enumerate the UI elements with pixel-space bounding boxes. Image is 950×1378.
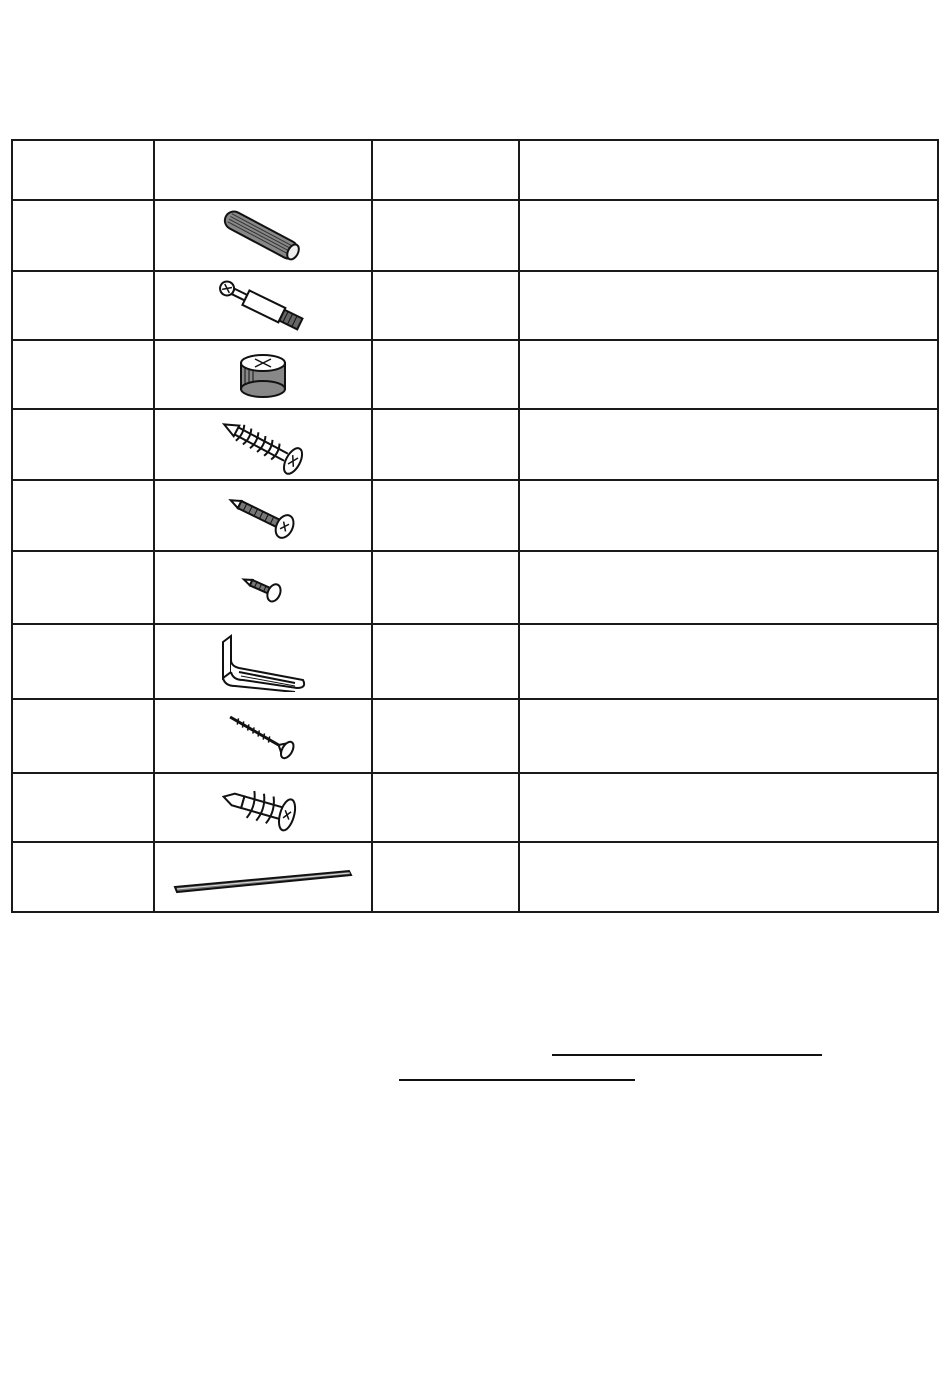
- table-row: [12, 624, 938, 699]
- cam-lock-icon: [233, 345, 293, 405]
- coarse-thread-screw-icon: [213, 412, 313, 478]
- part-cell: [12, 551, 154, 624]
- quantity-cell: [372, 842, 519, 912]
- description-cell: [519, 200, 938, 271]
- l-bracket-icon: [215, 632, 311, 692]
- quantity-cell: [372, 551, 519, 624]
- table-row: [12, 200, 938, 271]
- underline-field-1: [552, 1054, 822, 1056]
- part-cell: [12, 699, 154, 773]
- quantity-cell: [372, 200, 519, 271]
- description-cell: [519, 271, 938, 340]
- description-cell: [519, 480, 938, 551]
- image-cell: [154, 551, 372, 624]
- table-row: [12, 842, 938, 912]
- image-cell: [154, 480, 372, 551]
- description-cell: [519, 773, 938, 842]
- quantity-cell: [372, 409, 519, 480]
- pan-head-screw-icon: [223, 486, 303, 546]
- part-cell: [12, 271, 154, 340]
- part-cell: [12, 480, 154, 551]
- hardware-table: [11, 139, 939, 913]
- header-description: [519, 140, 938, 200]
- drywall-anchor-icon: [218, 780, 308, 836]
- cam-bolt-icon: [213, 276, 313, 336]
- part-cell: [12, 200, 154, 271]
- part-cell: [12, 773, 154, 842]
- description-cell: [519, 409, 938, 480]
- part-cell: [12, 842, 154, 912]
- quantity-cell: [372, 340, 519, 409]
- image-cell: [154, 271, 372, 340]
- description-cell: [519, 699, 938, 773]
- quantity-cell: [372, 480, 519, 551]
- description-cell: [519, 340, 938, 409]
- image-cell: [154, 200, 372, 271]
- shelf-strip-icon: [173, 857, 353, 897]
- description-cell: [519, 842, 938, 912]
- quantity-cell: [372, 624, 519, 699]
- part-cell: [12, 340, 154, 409]
- table-row: [12, 340, 938, 409]
- image-cell: [154, 842, 372, 912]
- description-cell: [519, 624, 938, 699]
- wood-screw-icon: [223, 710, 303, 762]
- image-cell: [154, 340, 372, 409]
- table-row: [12, 551, 938, 624]
- part-cell: [12, 409, 154, 480]
- small-screw-icon: [238, 568, 288, 608]
- header-image: [154, 140, 372, 200]
- table-row: [12, 699, 938, 773]
- dowel-pin-icon: [213, 205, 313, 267]
- image-cell: [154, 773, 372, 842]
- image-cell: [154, 409, 372, 480]
- quantity-cell: [372, 699, 519, 773]
- table-row: [12, 773, 938, 842]
- header-quantity: [372, 140, 519, 200]
- image-cell: [154, 699, 372, 773]
- header-part: [12, 140, 154, 200]
- quantity-cell: [372, 773, 519, 842]
- underline-field-2: [399, 1079, 635, 1081]
- image-cell: [154, 624, 372, 699]
- table-row: [12, 480, 938, 551]
- description-cell: [519, 551, 938, 624]
- quantity-cell: [372, 271, 519, 340]
- table-row: [12, 409, 938, 480]
- table-row: [12, 271, 938, 340]
- table-header-row: [12, 140, 938, 200]
- part-cell: [12, 624, 154, 699]
